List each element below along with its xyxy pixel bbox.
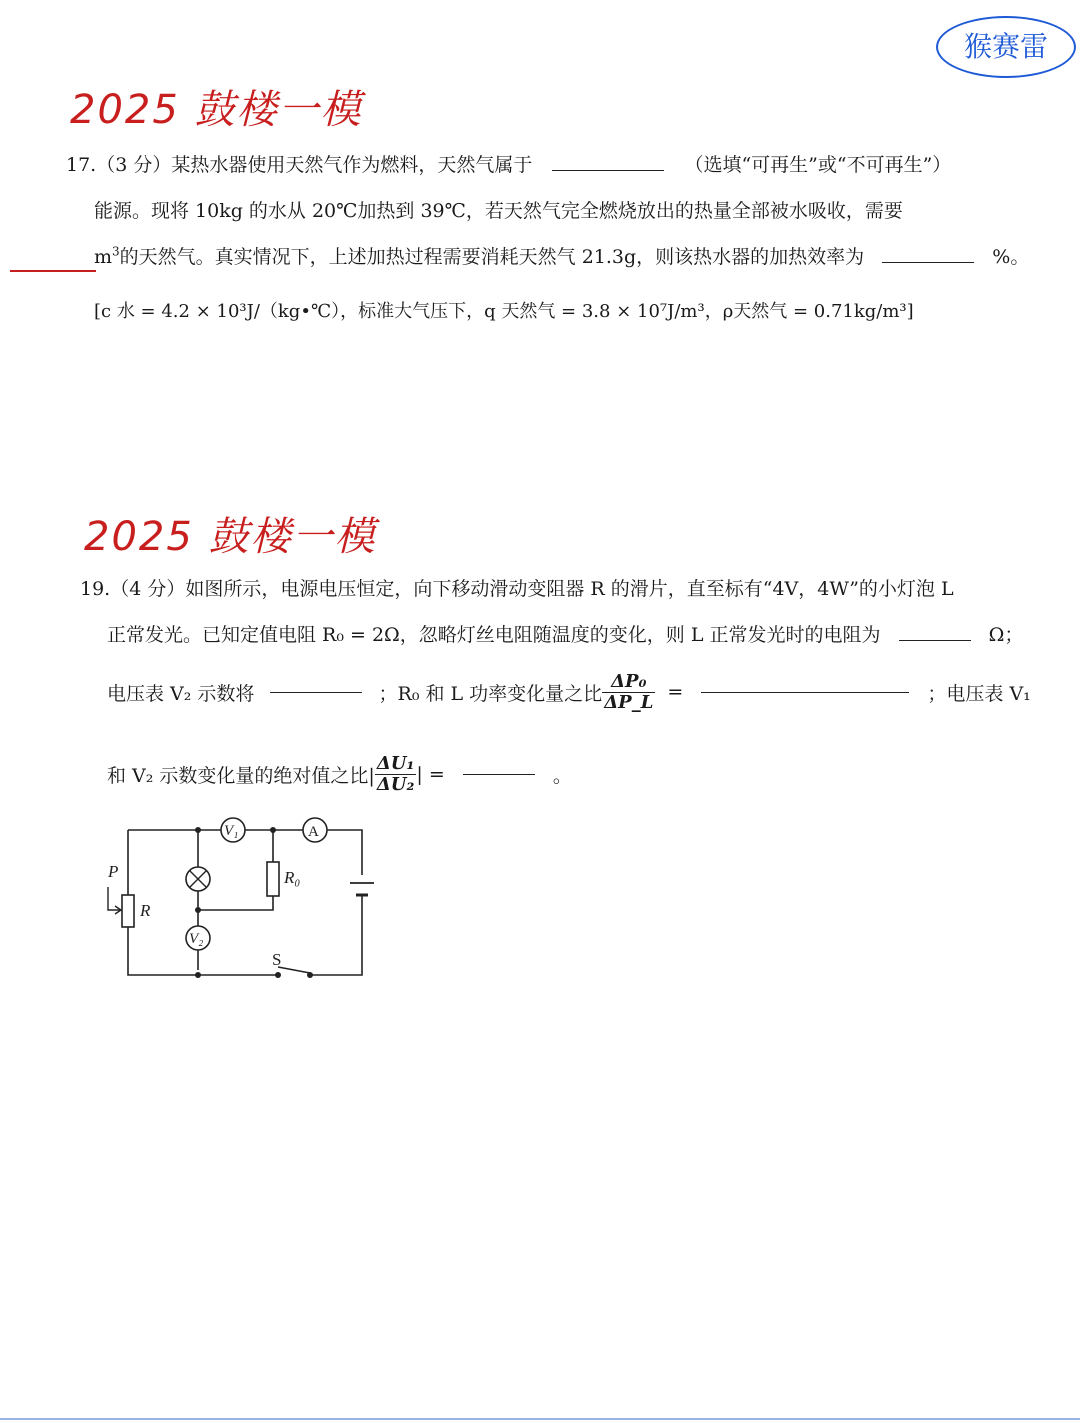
page-bottom-border <box>0 1418 1080 1420</box>
voltage-ratio-fraction: $\frac{\text{ΔU₁}}{\text{ΔU₂}}$ <box>376 753 415 795</box>
label-s: S <box>272 950 282 969</box>
q17-blank-2[interactable] <box>882 261 974 263</box>
handwritten-underline <box>10 270 96 272</box>
q19-line-1: 19.（4 分）如图所示，电源电压恒定，向下移动滑动变阻器 R 的滑片，直至标有“4V，4W”的小灯泡 L <box>80 578 954 600</box>
q19-line-2: 正常发光。已知定值电阻 R₀ = 2Ω，忽略灯丝电阻随温度的变化，则 L 正常发光时的电阻为 Ω； <box>107 624 1024 646</box>
q19-blank-1[interactable] <box>899 639 971 641</box>
power-ratio-fraction: $\frac{\text{ΔP₀}}{\Delta P\_L}$ <box>604 671 654 713</box>
q19-blank-4[interactable] <box>463 773 535 775</box>
q19-line-4: 和 V₂ 示数变化量的绝对值之比| $\frac{\text{ΔU₁}}{\text{ΔU₂}}$ | = 。 <box>107 753 572 795</box>
label-v1: V₁ <box>224 823 239 839</box>
label-r: R <box>140 901 151 920</box>
resistor-r0-icon <box>267 862 279 896</box>
label-v2: V₂ <box>189 931 204 947</box>
q17-line-4: [c 水 = 4.2 × 10³J/（kg•℃），标准大气压下，q 天然气 = 3.8 × 10⁷J/m³，ρ天然气 = 0.71kg/m³] <box>94 301 914 322</box>
q17-line-1: 17.（3 分）某热水器使用天然气作为燃料，天然气属于 （选填“可再生”或“不可再生”） <box>66 154 952 176</box>
label-a: A <box>308 824 319 840</box>
label-r0: R₀ <box>284 868 301 887</box>
q19-blank-3[interactable] <box>701 691 909 693</box>
q17-blank-1[interactable] <box>552 169 664 171</box>
watermark-stamp: 猴赛雷 <box>936 16 1076 78</box>
handwritten-header-1: 2025 鼓楼一模 <box>70 87 363 133</box>
q19-line-3: 电压表 V₂ 示数将 ；R₀ 和 L 功率变化量之比 $\frac{\text{ΔP₀}}{\Delta P\_L}$ = ；电压表 V₁ <box>107 671 1031 713</box>
lamp-icon <box>186 867 210 891</box>
rheostat-icon <box>108 887 134 927</box>
circuit-diagram <box>100 815 400 990</box>
label-p: P <box>108 862 119 881</box>
handwritten-header-2: 2025 鼓楼一模 <box>84 514 377 560</box>
q17-line-2: 能源。现将 10kg 的水从 20℃加热到 39℃，若天然气完全燃烧放出的热量全部被水吸收，需要 <box>94 200 903 222</box>
q19-blank-2[interactable] <box>270 691 362 693</box>
q17-line-3: $m^3$的天然气。真实情况下，上述加热过程需要消耗天然气 21.3g，则该热水器的加热效率为 %。 <box>94 244 1030 268</box>
battery-icon <box>350 883 374 895</box>
